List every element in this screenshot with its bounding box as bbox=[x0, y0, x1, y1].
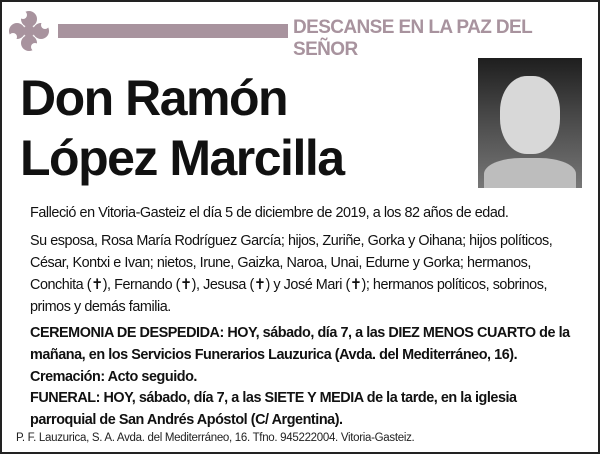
header-bar bbox=[58, 24, 288, 38]
header-title: DESCANSE EN LA PAZ DEL SEÑOR bbox=[293, 17, 532, 60]
ceremony-info: CEREMONIA DE DESPEDIDA: HOY, sábado, día 7, a las DIEZ MENOS CUARTO de la mañana, en los Servicios Funerarios Lauzurica (Avda. del Mediterráneo, 16). Cremación: Acto seguido. bbox=[30, 325, 570, 385]
photo-shirt bbox=[484, 158, 576, 188]
lauburu-icon bbox=[6, 8, 52, 54]
funeral-info: FUNERAL: HOY, sábado, día 7, a las SIETE Y MEDIA de la tarde, en la iglesia parroquial de San Andrés Apóstol (C/ Argentina). bbox=[30, 390, 517, 428]
deceased-photo bbox=[478, 58, 582, 188]
funeral-home-footer: P. F. Lauzurica, S. A. Avda. del Mediterráneo, 16. Tfno. 945222004. Vitoria-Gasteiz. bbox=[16, 432, 415, 444]
photo-face bbox=[500, 76, 560, 154]
deceased-name-line1: Don Ramón bbox=[20, 70, 288, 126]
family-list: Su esposa, Rosa María Rodríguez García; hijos, Zuriñe, Gorka y Oihana; hijos políticos, César, Kontxi e Ivan; nietos, Irune, Gaizka, Naroa, Unai, Edurne y Gorka; hermanos, Conchita (✝), Fernando (✝), Jesusa (✝) y José Mari (✝); hermanos políticos, sobrinos, primos y demás familia. bbox=[30, 233, 553, 315]
deceased-name-line2: López Marcilla bbox=[20, 130, 344, 186]
death-notice: Falleció en Vitoria-Gasteiz el día 5 de diciembre de 2019, a los 82 años de edad. bbox=[30, 205, 509, 221]
